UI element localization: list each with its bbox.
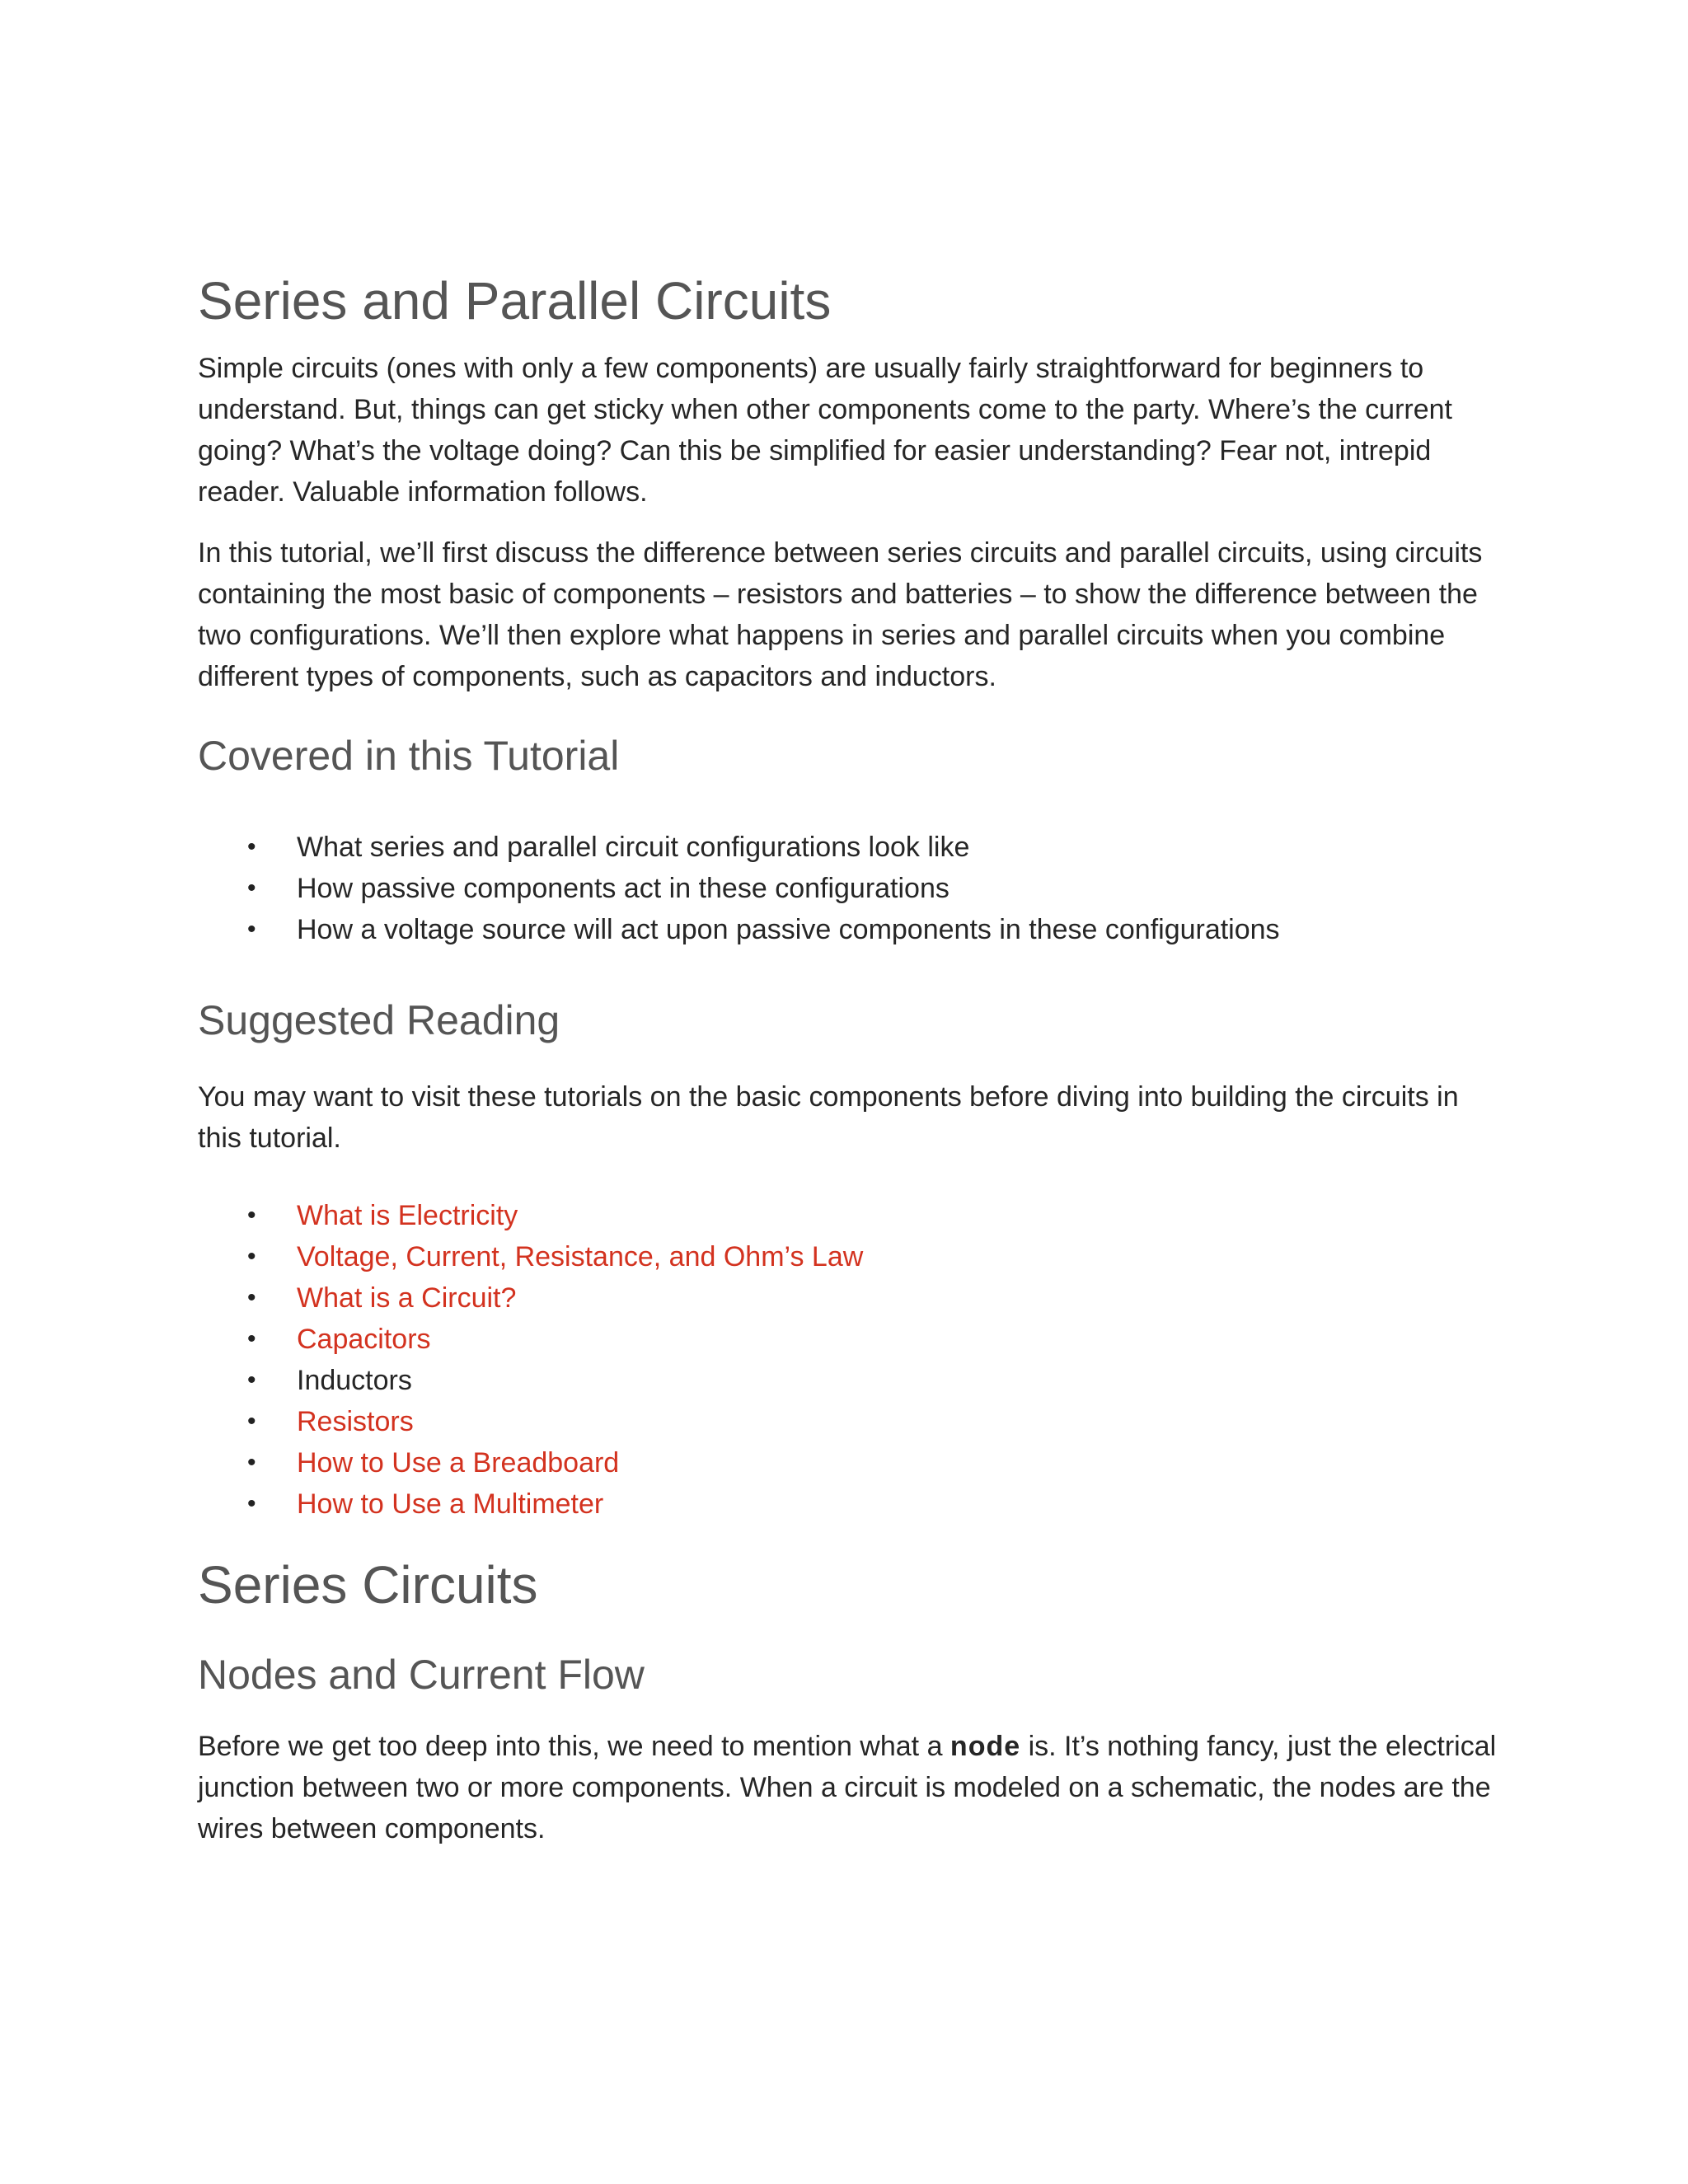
bullet-icon: • (247, 1243, 256, 1271)
list-item-inductors: • Inductors (198, 1360, 1500, 1401)
link-resistors[interactable]: • Resistors (198, 1401, 1500, 1442)
link-voltage-current-resistance[interactable]: • Voltage, Current, Resistance, and Ohm’s Law (198, 1236, 1500, 1277)
series-circuits-heading: Series Circuits (198, 1555, 538, 1615)
bullet-icon: • (247, 1325, 256, 1353)
bullet-icon: • (247, 1449, 256, 1477)
list-item: • How passive components act in these configurations (198, 868, 1500, 909)
nodes-heading: Nodes and Current Flow (198, 1651, 645, 1698)
intro-paragraph-2: In this tutorial, we’ll first discuss the difference between series circuits and parallel circuits, using circuits containing the most basic of components – resistors and batteries – to show the difference between the two configurations. We’ll then explore what happens in series and parallel circuits when you combine different types of components, such as capacitors and inductors. (198, 537, 1483, 693)
link-breadboard[interactable]: • How to Use a Breadboard (198, 1442, 1500, 1483)
bullet-icon: • (247, 1490, 256, 1518)
link-capacitors[interactable]: • Capacitors (198, 1319, 1500, 1360)
bullet-icon: • (247, 916, 256, 944)
bullet-icon: • (247, 1408, 256, 1436)
bullet-icon: • (247, 833, 256, 861)
covered-heading: Covered in this Tutorial (198, 733, 620, 780)
page-title: Series and Parallel Circuits (198, 271, 832, 330)
suggested-reading-heading: Suggested Reading (198, 997, 560, 1044)
suggested-reading-list (198, 1195, 1500, 1525)
intro-paragraph-1: Simple circuits (ones with only a few components) are usually fairly straightforward for beginners to understand. But, things can get sticky when other components come to the party. Where’s the current going? What’s the voltage doing? Can this be simplified for easier understanding? Fear not, intrepid reader. Valuable information follows. (198, 353, 1452, 509)
list-item: • How a voltage source will act upon passive components in these configurations (198, 909, 1500, 950)
link-what-is-a-circuit[interactable]: • What is a Circuit? (198, 1277, 1500, 1319)
nodes-paragraph: Before we get too deep into this, we need to mention what a node is. It’s nothing fancy, just the electrical junction between two or more components. When a circuit is modeled on a schematic, the nodes are the wires between components. (198, 1730, 1497, 1844)
document-page (198, 272, 1500, 1849)
node-term: node (950, 1730, 1021, 1762)
bullet-icon: • (247, 1284, 256, 1312)
bullet-icon: • (247, 1366, 256, 1394)
covered-list (198, 827, 1500, 950)
link-multimeter[interactable]: • How to Use a Multimeter (198, 1483, 1500, 1525)
bullet-icon: • (247, 874, 256, 902)
suggested-reading-intro: You may want to visit these tutorials on the basic components before diving into building the circuits in this tutorial. (198, 1081, 1459, 1155)
link-what-is-electricity[interactable]: • What is Electricity (198, 1195, 1500, 1236)
bullet-icon: • (247, 1202, 256, 1230)
list-item: • What series and parallel circuit configurations look like (198, 827, 1500, 868)
